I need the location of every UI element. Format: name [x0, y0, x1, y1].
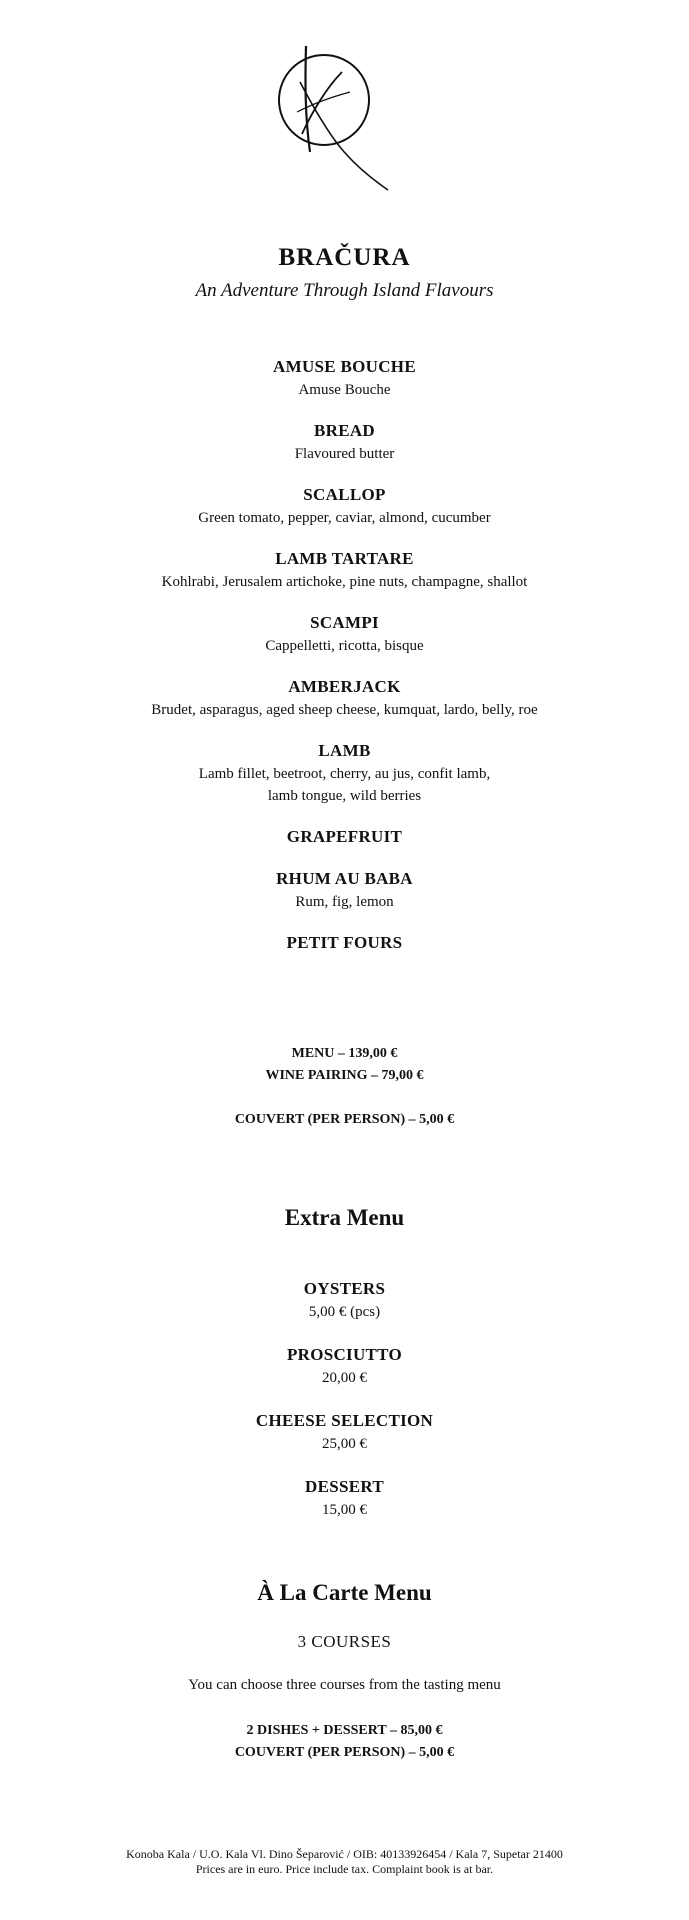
kala-monogram-logo — [272, 42, 392, 192]
course-description: Rum, fig, lemon — [295, 894, 394, 910]
course-description: Green tomato, pepper, caviar, almond, cucumber — [198, 510, 491, 526]
couvert-price: COUVERT (PER PERSON) – 5,00 € — [234, 1112, 455, 1127]
course-item — [0, 355, 689, 401]
course-item — [0, 547, 689, 593]
course-name: BREAD — [313, 421, 375, 440]
course-name: AMBERJACK — [288, 677, 401, 696]
a-la-carte-prices — [0, 1720, 689, 1764]
course-name: AMUSE BOUCHE — [273, 357, 416, 376]
course-description: Cappelletti, ricotta, bisque — [265, 638, 424, 654]
course-name: SCAMPI — [310, 613, 379, 632]
extra-item — [0, 1409, 689, 1455]
course-name: SCALLOP — [303, 485, 386, 504]
course-item — [0, 739, 689, 807]
extra-item-price: 25,00 € — [322, 1436, 367, 1452]
extra-item-name: OYSTERS — [303, 1279, 386, 1298]
extra-item-price: 20,00 € — [322, 1370, 367, 1386]
menu-subtitle: An Adventure Through Island Flavours — [195, 280, 494, 301]
extra-item — [0, 1277, 689, 1323]
extra-item — [0, 1475, 689, 1521]
course-name: LAMB — [318, 741, 371, 760]
course-item — [0, 419, 689, 465]
course-name: PETIT FOURS — [286, 933, 403, 952]
a-la-carte-couvert: COUVERT (PER PERSON) – 5,00 € — [234, 1745, 455, 1760]
footer-line-1: Konoba Kala / U.O. Kala Vl. Dino Šeparović / OIB: 40133926454 / Kala 7, Supetar 21400 — [126, 1847, 563, 1861]
extra-item-price: 5,00 € (pcs) — [308, 1304, 381, 1320]
a-la-carte-title: À La Carte Menu — [257, 1580, 432, 1605]
course-name: LAMB TARTARE — [275, 549, 414, 568]
course-description: Flavoured butter — [294, 446, 395, 462]
footer — [0, 1847, 689, 1877]
a-la-carte-note: You can choose three courses from the tasting menu — [188, 1677, 501, 1693]
a-la-carte-subtitle: 3 COURSES — [297, 1632, 392, 1651]
extra-item-price: 15,00 € — [322, 1502, 367, 1518]
course-list — [0, 355, 689, 973]
course-description: Lamb fillet, beetroot, cherry, au jus, confit lamb, lamb tongue, wild berries — [198, 766, 491, 804]
course-description: Amuse Bouche — [298, 382, 391, 398]
extra-menu-list — [0, 1277, 689, 1541]
wine-pairing-price: WINE PAIRING – 79,00 € — [265, 1068, 424, 1083]
extra-menu-title: Extra Menu — [284, 1205, 405, 1230]
menu-price: MENU – 139,00 € — [291, 1046, 398, 1061]
menu-title: BRAČURA — [278, 244, 411, 271]
course-item — [0, 825, 689, 849]
extra-item — [0, 1343, 689, 1389]
course-name: RHUM AU BABA — [276, 869, 413, 888]
course-item — [0, 483, 689, 529]
course-item — [0, 611, 689, 657]
course-name: GRAPEFRUIT — [286, 827, 403, 846]
tasting-prices — [0, 1043, 689, 1131]
course-description: Kohlrabi, Jerusalem artichoke, pine nuts, champagne, shallot — [161, 574, 528, 590]
course-item — [0, 931, 689, 955]
course-item — [0, 867, 689, 913]
a-la-carte-price: 2 DISHES + DESSERT – 85,00 € — [246, 1723, 443, 1738]
extra-item-name: CHEESE SELECTION — [255, 1411, 434, 1430]
extra-item-name: PROSCIUTTO — [286, 1345, 403, 1364]
course-item — [0, 675, 689, 721]
course-description: Brudet, asparagus, aged sheep cheese, kumquat, lardo, belly, roe — [151, 702, 538, 718]
extra-item-name: DESSERT — [305, 1477, 384, 1496]
footer-line-2: Prices are in euro. Price include tax. Complaint book is at bar. — [195, 1862, 494, 1876]
